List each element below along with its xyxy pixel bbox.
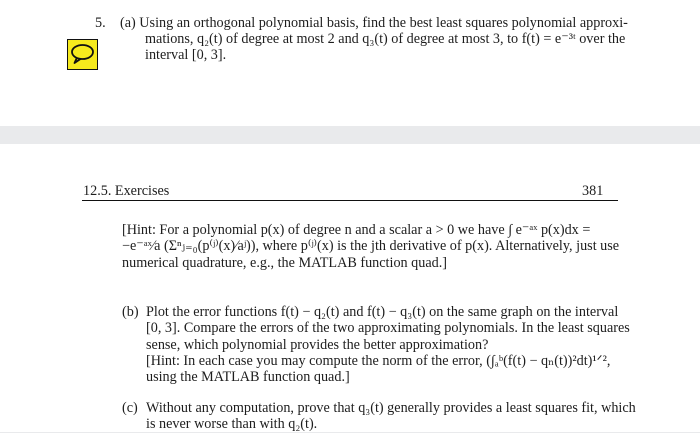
part-b (146, 304, 630, 385)
speech-bubble-icon[interactable] (67, 39, 98, 70)
problem-number: 5. (95, 15, 106, 31)
page-number: 381 (582, 183, 604, 199)
section-header: 12.5. Exercises (83, 183, 170, 199)
part-c (146, 400, 636, 433)
speech-bubble-glyph (70, 43, 95, 65)
part-b-line-1: Plot the error functions f(t) − q₂(t) and f(t) − q₃(t) on the same graph on the interval (146, 304, 619, 320)
part-b-line-4: [Hint: In each case you may compute the norm of the error, (∫ₐᵇ(f(t) − qₙ(t))²dt)¹ᐟ², (146, 352, 611, 369)
part-b-line-5: using the MATLAB function quad.] (146, 369, 350, 386)
part-a-line-2: mations, q₂(t) of degree at most 2 and q₃(t) of degree at most 3, to f(t) = e⁻³ᵗ over the (145, 31, 626, 47)
hint-line-3: numerical quadrature, e.g., the MATLAB function quad.] (122, 254, 448, 271)
header-rule (82, 200, 618, 201)
part-a-line-1: (a) Using an orthogonal polynomial basis, find the best least squares polynomial approxi- (120, 15, 628, 31)
hint-block (122, 222, 642, 271)
part-c-line-1: Without any computation, prove that q₃(t) generally provides a least squares fit, which (146, 400, 636, 416)
part-c-label: (c) (122, 400, 138, 416)
part-c-line-2: is never worse than with q₂(t). (146, 416, 318, 433)
part-a-label: (a) (120, 15, 136, 31)
hint-line-1: [Hint: For a polynomial p(x) of degree n and a scalar a > 0 we have ∫ e⁻ᵃˣ p(x)dx = (122, 222, 591, 238)
part-b-label: (b) (122, 304, 139, 320)
part-a-line-3: interval [0, 3]. (145, 47, 227, 63)
hint-line-2: −e⁻ᵃˣ⁄a (Σⁿⱼ₌₀(p⁽ʲ⁾(x)⁄aʲ)), where p⁽ʲ⁾(x) is the jth derivative of p(x). Alternatively, just use (122, 238, 620, 255)
page-gap (0, 126, 700, 144)
top-page (0, 0, 700, 126)
part-b-line-3: sense, which polynomial provides the better approximation? (146, 336, 489, 353)
part-a (120, 15, 640, 63)
part-b-line-2: [0, 3]. Compare the errors of the two approximating polynomials. In the least squares (146, 320, 630, 337)
